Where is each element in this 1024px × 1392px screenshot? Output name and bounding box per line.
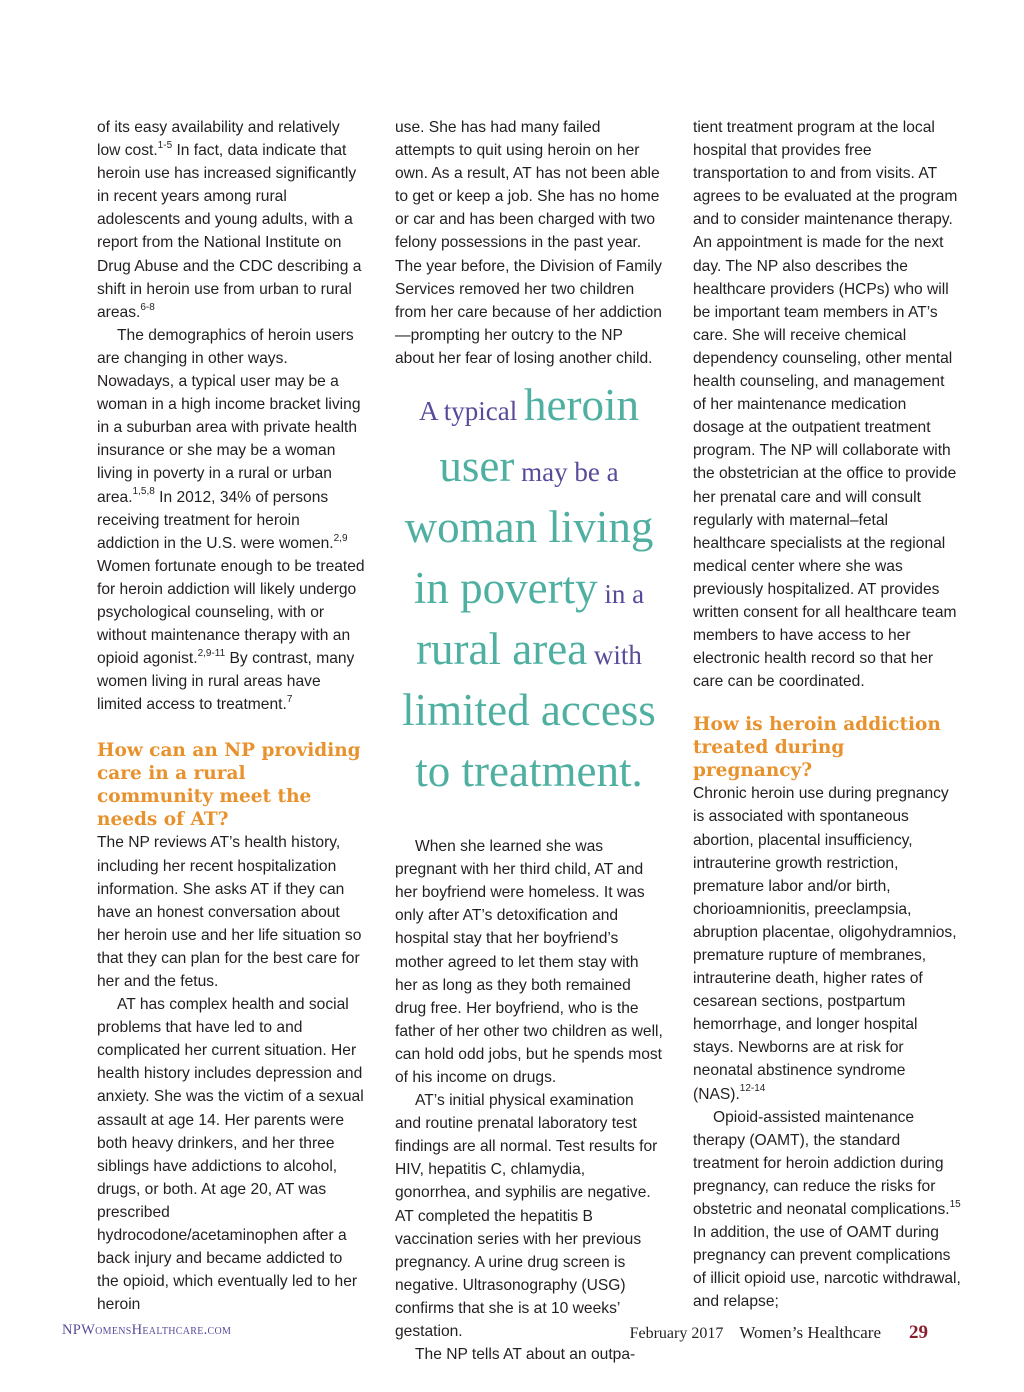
pull-quote-text: rural area — [416, 624, 588, 675]
body-paragraph — [693, 1106, 961, 1314]
citation: 12-14 — [739, 1083, 766, 1095]
text-run: Opioid-assisted maintenance therapy (OAMT), the standard treatment for heroin addiction during pregnancy, can reduce the risks for obstetric and neonatal complications. — [693, 1108, 950, 1219]
text-run: In fact, data indicate that heroin use has increased significantly in recent years among rural adolescents and young adults, with a report from the National Institute on Drug Abuse and the CDC describing a shift in heroin use from urban to rural areas. — [97, 142, 362, 321]
pull-quote-text: A typical — [419, 396, 524, 427]
citation: 2,9-11 — [197, 647, 226, 659]
pull-quote-text: with — [587, 640, 642, 671]
body-paragraph: The NP reviews AT’s health history, including her recent hospitalization information. She asks AT if they can have an honest conversation about her heroin use and her life situation so that they can plan for the best care for her and the fetus. — [97, 834, 362, 990]
text-run: In addition, the use of OAMT during pregnancy can prevent complications of illicit opioid use, narcotic withdrawal, and relapse; — [693, 1224, 961, 1311]
citation: 7 — [286, 694, 293, 706]
footer-issue — [630, 1322, 928, 1344]
section-heading: How can an NP providing care in a rural community meet the needs of AT? — [97, 740, 361, 831]
pull-quote-text: limited access to treatment. — [402, 685, 656, 797]
body-paragraph: use. She has had many failed attempts to quit using heroin on her own. As a result, AT has not been able to get or keep a job. She has no home or car and has been charged with two felony possessions in the past year. The year before, the Division of Family Services removed her two children from her care because of her addiction—prompting her outcry to the NP about her fear of losing another child. — [395, 119, 662, 367]
body-paragraph: When she learned she was pregnant with her third child, AT and her boyfriend were homeless. It was only after AT’s detoxification and hospital stay that her boyfriend’s mother agreed to let them stay with her as long as they both remained drug free. Her boyfriend, who is the father of her other two children as well, can hold odd jobs, but he spends most of his income on drugs. — [395, 838, 663, 1086]
body-paragraph: tient treatment program at the local hospital that provides free transportation to and from visits. AT agrees to be evaluated at the program and to consider maintenance therapy. An appointment is made for the next day. The NP also describes the healthcare providers (HCPs) who will be important team members in AT’s care. She will receive chemical dependency counseling, other mental health counseling, and management of her maintenance medication dosage at the outpatient treatment program. The NP will collaborate with the obstetrician at the office to provide her prenatal care and will consult regularly with maternal–fetal healthcare specialists at the regional medical center where she was previously hospitalized. AT provides written consent for all healthcare team members to have access to her electronic health record so that her care can be coordinated. — [693, 119, 958, 691]
pull-quote — [395, 380, 663, 807]
footer-website: NPWomensHealthcare.com — [62, 1322, 232, 1338]
text-run: Women fortunate enough to be treated for heroin addiction will likely undergo psychological counseling, with or without maintenance therapy with an opioid agonist. — [97, 557, 365, 668]
text-run: Chronic heroin use during pregnancy is associated with spontaneous abortion, placental insufficiency, intrauterine growth restriction, premature labor and/or birth, chorioamnionitis, preeclampsia, abruption placentae, oligohydramnios, premature rupture of membranes, intrauterine death, higher rates of cesarean sections, postpartum hemorrhage, and longer hospital stays. Newborns are at risk for neonatal abstinence syndrome (NAS). — [693, 785, 957, 1103]
body-paragraph — [693, 782, 961, 1105]
pull-quote-text: may be a — [514, 457, 619, 488]
body-paragraph — [97, 116, 365, 324]
page-number: 29 — [909, 1322, 928, 1343]
section-heading: How is heroin addiction treated during pregnancy? — [693, 714, 941, 782]
text-run: of its easy availability and relatively low cost. — [97, 119, 340, 160]
text-run: In 2012, 34% of persons receiving treatment for heroin addiction in the U.S. were women. — [97, 488, 334, 552]
pull-quote-text: woman living in poverty — [404, 502, 654, 614]
text-run: The demographics of heroin users are changing in other ways. Nowadays, a typical user may be a woman in a high income bracket living in a suburban area with private health insurance or she may be a woman living in poverty in a rural or urban area. — [97, 326, 361, 506]
citation: 1-5 — [157, 139, 173, 151]
body-paragraph: AT’s initial physical examination and routine prenatal laboratory test findings are all normal. Test results for HIV, hepatitis C, chlamydia, gonorrhea, and syphilis are negative. AT completed the hepatitis B vaccination series with her previous pregnancy. A urine drug screen is negative. Ultrasonography (USG) confirms that she is at 10 weeks’ gestation. — [395, 1092, 658, 1340]
pull-quote-text: in a — [597, 579, 645, 610]
column-2 — [395, 116, 663, 1366]
citation: 2,9 — [333, 532, 348, 544]
citation: 1,5,8 — [132, 486, 155, 498]
body-paragraph — [97, 324, 365, 717]
citation: 15 — [949, 1198, 961, 1210]
body-paragraph: The NP tells AT about an outpa- — [415, 1346, 636, 1364]
pull-quote-text: heroin user — [439, 380, 639, 492]
footer-date: February 2017 — [629, 1325, 724, 1342]
body-paragraph: AT has complex health and social problems that have led to and complicated her current situation. Her health history includes depression and anxiety. She was the victim of a sexual assault at age 14. Her parents were both heavy drinkers, and her three siblings have addictions to alcohol, drugs, or both. At age 20, AT was prescribed hydrocodone/acetaminophen after a back injury and became addicted to the opioid, which eventually led to her heroin — [97, 996, 364, 1314]
citation: 6-8 — [140, 301, 155, 313]
footer-magazine: Women’s Healthcare — [739, 1323, 881, 1342]
column-1 — [97, 116, 365, 1316]
text-run: By contrast, many women living in rural areas have limited access to treatment. — [97, 650, 355, 714]
column-3 — [693, 116, 961, 1314]
